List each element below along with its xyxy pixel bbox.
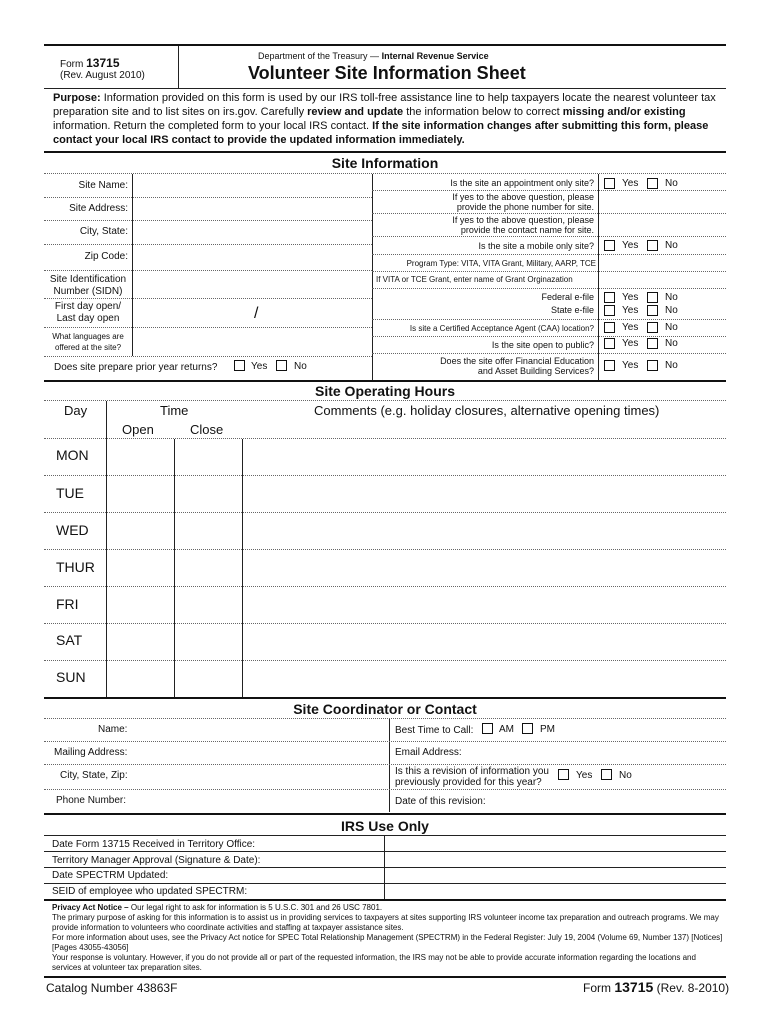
tue-open-field[interactable]: [108, 477, 172, 511]
sat-comments-field[interactable]: [244, 625, 726, 659]
fri-close-field[interactable]: [176, 588, 240, 622]
phone-number-label: Phone Number:: [56, 795, 127, 806]
day-column-header: Day: [64, 403, 88, 418]
site-information-heading: Site Information: [331, 155, 439, 171]
form-prefix: Form: [60, 59, 84, 70]
comments-column-header: Comments (e.g. holiday closures, alternative opening times): [314, 403, 660, 418]
catalog-number: Catalog Number 43863F: [46, 981, 178, 995]
header-bottom-rule: [44, 88, 726, 89]
appointment-yes-checkbox[interactable]: [604, 178, 615, 189]
revision-question-label: Is this a revision of information you previously provided for this year?: [395, 766, 549, 788]
site-phone-field[interactable]: [600, 191, 725, 212]
sidn-field[interactable]: [134, 272, 370, 296]
caa-label: Is site a Certified Acceptance Agent (CAA) location?: [409, 324, 594, 333]
privacy-act-notice: Privacy Act Notice – Our legal right to ask for information is 5 U.S.C. 301 and 26 USC 7801. The primary purpose of asking for this information is to assist us in providing services to taxpayers at sites supporting IRS volunteer income tax preparation and outreach programs. We may provide information to volunteers who coordinate activities and staffing at taxpayer assistance sites. For more information about uses, see the Privacy Act notice for SPEC Total Relationship Management (SPECTRM) in the Federal Register: July 19, 2004 (Volume 69, Number 137) [Notices] [Pages 43055-43056] Your response is voluntary. However, if you do not provide all or part of the requested information, the IRS may not be able to provide accurate information regarding the locations and services at volunteer tax preparation sites.: [52, 903, 723, 972]
sun-comments-field[interactable]: [244, 662, 726, 696]
coordinator-divider: [389, 719, 390, 812]
site-info-right-divider: [598, 174, 599, 380]
mobile-no-checkbox[interactable]: [647, 240, 658, 251]
best-time-pm-checkbox[interactable]: [522, 723, 533, 734]
appointment-no-checkbox[interactable]: [647, 178, 658, 189]
day-tue: TUE: [56, 485, 84, 501]
tue-comments-field[interactable]: [244, 477, 726, 511]
site-address-label: Site Address:: [69, 203, 128, 214]
caa-no-checkbox[interactable]: [647, 322, 658, 333]
site-info-center-divider: [372, 174, 373, 380]
hours-close-divider: [242, 439, 243, 697]
financial-education-yes-checkbox[interactable]: [604, 360, 615, 371]
site-info-left-divider: [132, 174, 133, 356]
site-name-field[interactable]: [134, 176, 370, 196]
mobile-yes-checkbox[interactable]: [604, 240, 615, 251]
irs-spectrm-updated-label: Date SPECTRM Updated:: [52, 870, 169, 881]
program-type-label: Program Type: VITA, VITA Grant, Military, AARP, TCE: [406, 259, 596, 268]
form-revision: (Rev. August 2010): [60, 70, 145, 81]
appointment-label: Is the site an appointment only site?: [450, 178, 594, 188]
form-number-label: [60, 56, 120, 70]
wed-open-field[interactable]: [108, 514, 172, 548]
state-efile-label: State e-file: [550, 305, 594, 315]
caa-yes-checkbox[interactable]: [604, 322, 615, 333]
date-separator: /: [254, 305, 259, 322]
city-state-label: City, State:: [79, 226, 128, 237]
contact-name-label: Name:: [98, 724, 128, 735]
irs-use-rule: [44, 813, 726, 815]
state-efile-no-checkbox[interactable]: [647, 305, 658, 316]
coordinator-heading: Site Coordinator or Contact: [293, 701, 477, 717]
first-last-day-label: First day open/ Last day open: [54, 301, 122, 324]
irs-use-heading: IRS Use Only: [341, 818, 429, 834]
thur-close-field[interactable]: [176, 551, 240, 585]
sun-open-field[interactable]: [108, 662, 172, 696]
public-no-checkbox[interactable]: [647, 338, 658, 349]
coordinator-rule: [44, 697, 726, 699]
email-field[interactable]: [466, 743, 724, 763]
mailing-address-field[interactable]: [134, 743, 387, 763]
irs-spectrm-updated-field[interactable]: [386, 869, 724, 882]
day-fri: FRI: [56, 596, 79, 612]
public-label: Is the site open to public?: [491, 340, 594, 350]
time-column-header: Time: [160, 403, 189, 418]
fri-comments-field[interactable]: [244, 588, 726, 622]
day-mon: MON: [56, 447, 89, 463]
federal-efile-label: Federal e-file: [541, 292, 594, 302]
site-name-label: Site Name:: [78, 180, 128, 191]
mailing-address-label: Mailing Address:: [54, 747, 128, 758]
zip-code-field[interactable]: [134, 246, 370, 268]
sidn-label: Site Identification Number (SIDN): [49, 274, 127, 297]
operating-hours-heading: Site Operating Hours: [314, 383, 456, 399]
email-label: Email Address:: [395, 747, 462, 758]
prior-year-no-checkbox[interactable]: [276, 360, 287, 371]
contact-question-label: If yes to the above question, please provide the contact name for site.: [452, 215, 594, 235]
contact-name-field[interactable]: [132, 720, 387, 740]
day-sun: SUN: [56, 669, 86, 685]
purpose-text: Purpose: Information provided on this form is used by our IRS toll-free assistance line to help taxpayers locate the nearest volunteer tax preparation site and to list sites on irs.gov. Carefully review and update the information below to correct missing and/or existing information. Return the completed form to your local IRS contact. If the site information changes after submitting this form, please contact your local IRS contact to provide the updated information immediately.: [53, 92, 716, 146]
best-time-am-checkbox[interactable]: [482, 723, 493, 734]
irs-manager-approval-field[interactable]: [386, 853, 724, 866]
city-state-zip-field[interactable]: [134, 766, 387, 788]
grant-field[interactable]: [600, 272, 725, 288]
grant-label: If VITA or TCE Grant, enter name of Grant Orginazation: [376, 275, 573, 284]
prior-year-yes-checkbox[interactable]: [234, 360, 245, 371]
day-wed: WED: [56, 522, 89, 538]
mon-comments-field[interactable]: [244, 440, 726, 474]
footer-rule: [44, 976, 726, 978]
mobile-label: Is the site a mobile only site?: [478, 241, 594, 251]
zip-code-label: Zip Code:: [84, 251, 128, 262]
sun-close-field[interactable]: [176, 662, 240, 696]
irs-manager-approval-label: Territory Manager Approval (Signature & Date):: [52, 855, 261, 866]
footer-form-number: Form 13715 (Rev. 8-2010): [583, 979, 730, 995]
department-line: Department of the Treasury — Internal Revenue Service: [258, 51, 489, 61]
tue-close-field[interactable]: [176, 477, 240, 511]
top-rule: [44, 44, 726, 46]
languages-field[interactable]: [134, 329, 370, 355]
revision-date-label: Date of this revision:: [395, 796, 486, 807]
site-info-rule: [44, 151, 726, 153]
open-column-header: Open: [122, 422, 154, 437]
phone-question-label: If yes to the above question, please provide the phone number for site.: [452, 192, 594, 212]
hours-open-divider: [174, 439, 175, 697]
mon-open-field[interactable]: [108, 440, 172, 474]
revision-date-field[interactable]: [494, 791, 724, 811]
mon-close-field[interactable]: [176, 440, 240, 474]
form-number: 13715: [86, 56, 120, 70]
financial-education-label: Does the site offer Financial Education and Asset Building Services?: [440, 356, 594, 376]
revision-yes-checkbox[interactable]: [558, 769, 569, 780]
federal-efile-no-checkbox[interactable]: [647, 292, 658, 303]
state-efile-yes-checkbox[interactable]: [604, 305, 615, 316]
languages-label: What languages are offered at the site?: [52, 332, 124, 352]
first-last-day-field[interactable]: [134, 300, 370, 326]
irs-date-received-label: Date Form 13715 Received in Territory Office:: [52, 839, 256, 850]
thur-comments-field[interactable]: [244, 551, 726, 585]
header-divider: [178, 46, 179, 88]
site-address-field[interactable]: [134, 199, 370, 219]
hours-rule: [44, 380, 726, 382]
close-column-header: Close: [190, 422, 224, 437]
irs-seid-label: SEID of employee who updated SPECTRM:: [52, 886, 248, 897]
day-sat: SAT: [56, 632, 83, 648]
prior-year-label: Does site prepare prior year returns?: [54, 362, 218, 373]
irs-seid-field[interactable]: [386, 885, 724, 898]
phone-number-field[interactable]: [134, 791, 387, 811]
page-title: Volunteer Site Information Sheet: [248, 63, 526, 83]
best-time-label: Best Time to Call:: [395, 725, 474, 736]
irs-date-received-field[interactable]: [386, 837, 724, 850]
site-contact-field[interactable]: [600, 214, 725, 235]
fri-open-field[interactable]: [108, 588, 172, 622]
privacy-rule: [44, 899, 726, 901]
wed-close-field[interactable]: [176, 514, 240, 548]
public-yes-checkbox[interactable]: [604, 338, 615, 349]
thur-open-field[interactable]: [108, 551, 172, 585]
wed-comments-field[interactable]: [244, 514, 726, 548]
city-state-zip-label: City, State, Zip:: [60, 770, 128, 781]
revision-no-checkbox[interactable]: [601, 769, 612, 780]
financial-education-no-checkbox[interactable]: [647, 360, 658, 371]
program-type-field[interactable]: [600, 255, 725, 271]
sat-close-field[interactable]: [176, 625, 240, 659]
city-state-field[interactable]: [134, 222, 370, 242]
federal-efile-yes-checkbox[interactable]: [604, 292, 615, 303]
day-thur: THUR: [56, 559, 95, 575]
sat-open-field[interactable]: [108, 625, 172, 659]
